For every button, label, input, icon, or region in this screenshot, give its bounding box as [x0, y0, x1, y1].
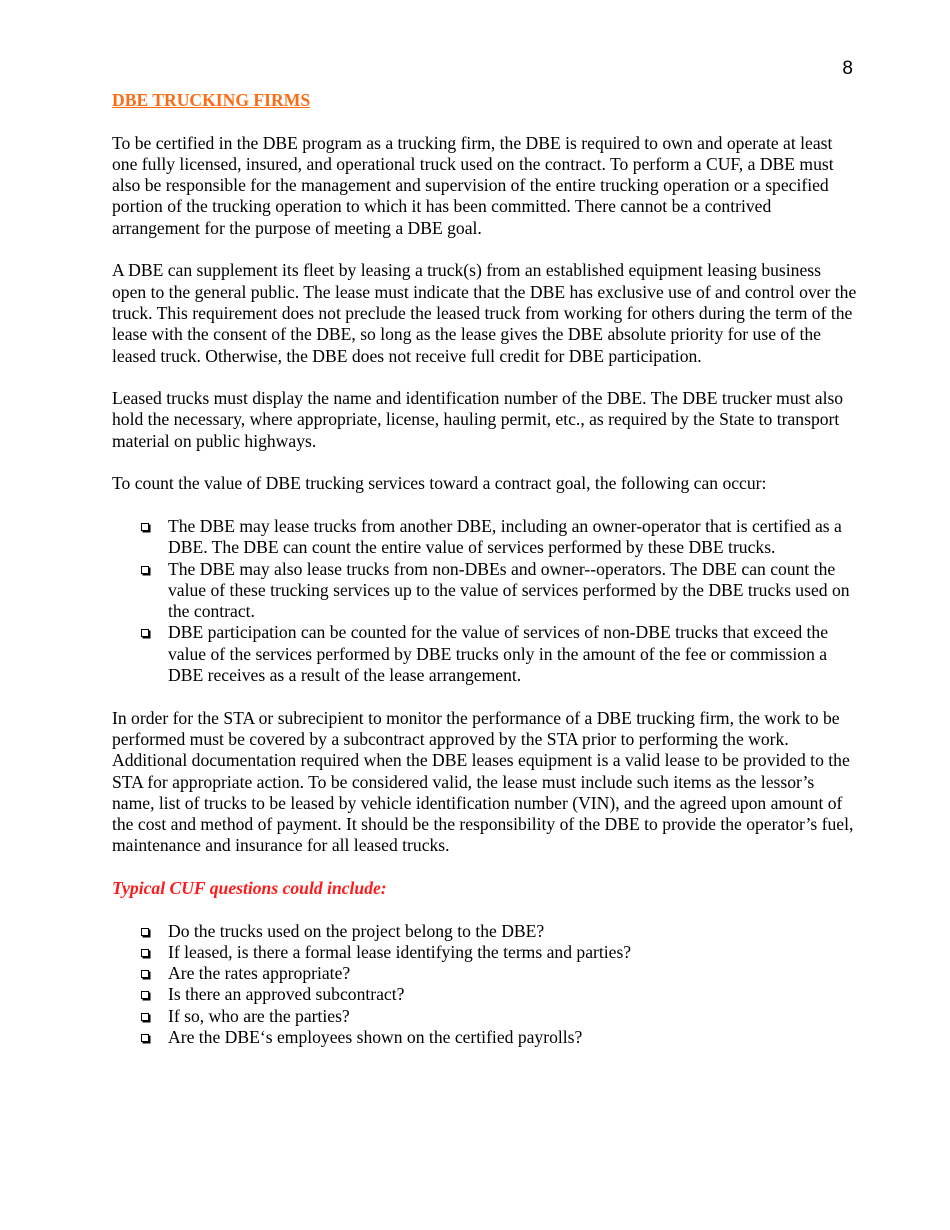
checkbox-bullet-icon [141, 1034, 149, 1042]
list-item-text: Do the trucks used on the project belong to the DBE? [168, 920, 545, 941]
list-item [112, 516, 857, 559]
cuf-questions-heading: Typical CUF questions could include: [112, 877, 387, 898]
list-item-text: DBE participation can be counted for the value of services of non-DBE trucks that exceed the value of the services performed by DBE trucks only in the amount of the fee or commission a DBE receives as a result of the lease arrangement. [168, 622, 829, 686]
checkbox-bullet-icon [141, 523, 149, 531]
paragraph-display: Leased trucks must display the name and identification number of the DBE. The DBE trucker must also hold the necessary, where appropriate, license, hauling permit, etc., as required by the State to transport material on public highways. [112, 388, 844, 451]
list-item-text: Are the rates appropriate? [168, 963, 351, 984]
checkbox-bullet-icon [141, 970, 149, 978]
list-item [112, 984, 857, 1005]
cuf-question-list [112, 921, 857, 1049]
paragraph-certification: To be certified in the DBE program as a trucking firm, the DBE is required to own and operate at least one fully licensed, insured, and operational truck used on the contract. To perform a CUF, a DBE must also be responsible for the management and supervision of the entire trucking operation or a specified portion of the trucking operation to which it has been committed. There cannot be a contrived arrangement for the purpose of meeting a DBE goal. [112, 132, 834, 238]
list-item [112, 1027, 857, 1048]
list-item-text: The DBE may lease trucks from another DBE, including an owner-operator that is certified as a DBE. The DBE can count the entire value of services performed by these DBE trucks. [168, 515, 842, 558]
page-number: 8 [842, 58, 853, 79]
list-item-text: Is there an approved subcontract? [168, 984, 405, 1005]
list-item-text: If leased, is there a formal lease identifying the terms and parties? [168, 941, 632, 962]
document-body [112, 90, 857, 1070]
section-heading: DBE TRUCKING FIRMS [112, 90, 311, 110]
list-item [112, 921, 857, 942]
list-item-text: If so, who are the parties? [168, 1005, 350, 1026]
list-item [112, 963, 857, 984]
list-item [112, 559, 857, 623]
checkbox-bullet-icon [141, 949, 149, 957]
checkbox-bullet-icon [141, 928, 149, 936]
paragraph-leasing: A DBE can supplement its fleet by leasing a truck(s) from an established equipment leasing business open to the general public. The lease must indicate that the DBE has exclusive use of and control over the truck. This requirement does not preclude the leased truck from working for others during the term of the lease with the consent of the DBE, so long as the lease gives the DBE absolute priority for use of the leased truck. Otherwise, the DBE does not receive full credit for DBE participation. [112, 260, 857, 366]
list-item [112, 622, 857, 686]
list-item [112, 942, 857, 963]
paragraph-counting-intro: To count the value of DBE trucking services toward a contract goal, the following can occur: [112, 473, 767, 494]
checkbox-bullet-icon [141, 991, 149, 999]
checkbox-bullet-icon [141, 629, 149, 637]
list-item-text: The DBE may also lease trucks from non-DBEs and owner--operators. The DBE can count the value of these trucking services up to the value of services performed by the DBE trucks used on the contract. [168, 558, 850, 622]
paragraph-monitoring: In order for the STA or subrecipient to monitor the performance of a DBE trucking firm, the work to be performed must be covered by a subcontract approved by the STA prior to performing the work. Additional documentation required when the DBE leases equipment is a valid lease to be provided to the STA for appropriate action. To be considered valid, the lease must include such items as the lessor’s name, list of trucks to be leased by vehicle identification number (VIN), and the agreed upon amount of the cost and method of payment. It should be the responsibility of the DBE to provide the operator’s fuel, maintenance and insurance for all leased trucks. [112, 707, 854, 856]
list-item [112, 1006, 857, 1027]
list-item-text: Are the DBE‘s employees shown on the certified payrolls? [168, 1027, 583, 1048]
checkbox-bullet-icon [141, 566, 149, 574]
counting-bullet-list [112, 516, 857, 686]
checkbox-bullet-icon [141, 1013, 149, 1021]
